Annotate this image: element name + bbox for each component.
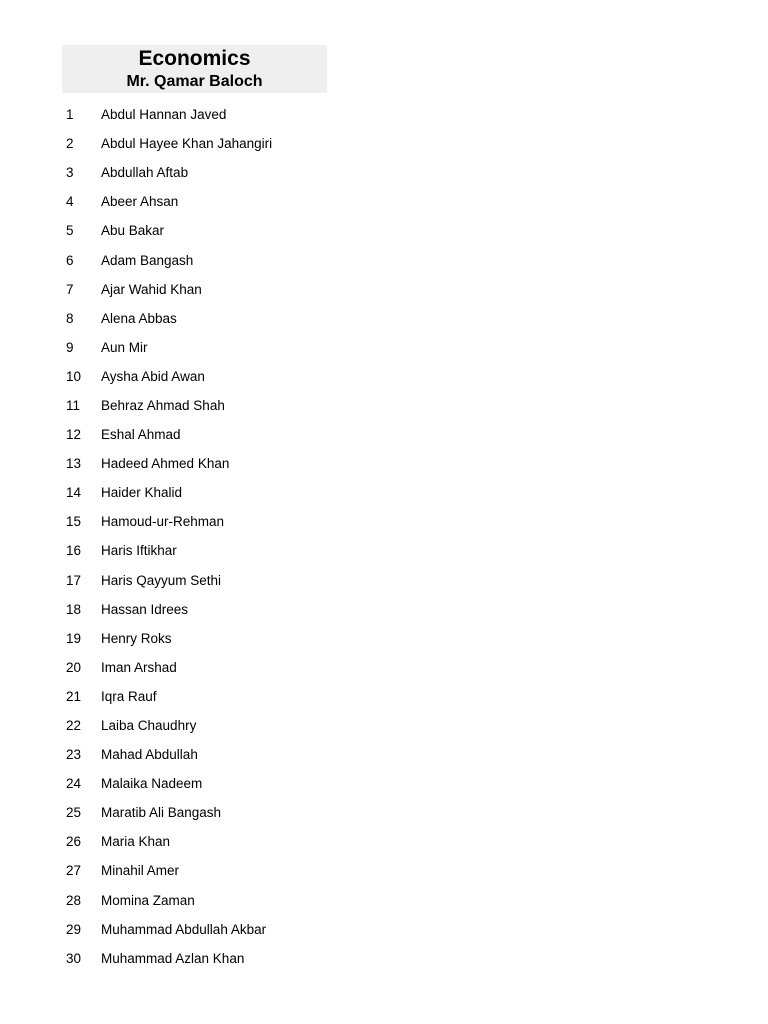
student-number: 19 (66, 630, 82, 646)
student-row (66, 740, 466, 769)
student-row (66, 216, 466, 245)
student-number: 24 (66, 776, 82, 792)
student-row (66, 944, 466, 973)
student-name: Hamoud-ur-Rehman (101, 514, 225, 530)
student-number: 10 (66, 368, 82, 384)
student-roster (66, 100, 466, 973)
student-row (66, 624, 466, 653)
student-row (66, 129, 466, 158)
student-row (66, 362, 466, 391)
student-name: Momina Zaman (101, 892, 195, 908)
student-name: Iqra Rauf (101, 688, 157, 704)
student-name: Muhammad Abdullah Akbar (101, 921, 267, 937)
student-number: 13 (66, 456, 82, 472)
student-number: 12 (66, 427, 82, 443)
student-row (66, 507, 466, 536)
student-number: 15 (66, 514, 82, 530)
student-name: Abdul Hayee Khan Jahangiri (101, 136, 273, 152)
student-number: 29 (66, 921, 82, 937)
student-name: Eshal Ahmad (101, 427, 181, 443)
student-number: 4 (66, 194, 74, 210)
student-name: Abdul Hannan Javed (101, 107, 227, 123)
student-row (66, 769, 466, 798)
student-number: 1 (66, 107, 74, 123)
student-row (66, 798, 466, 827)
student-row (66, 682, 466, 711)
teacher-name: Mr. Qamar Baloch (126, 73, 263, 90)
student-number: 9 (66, 339, 74, 355)
student-name: Hassan Idrees (101, 601, 189, 617)
student-number: 30 (66, 950, 82, 966)
student-number: 23 (66, 747, 82, 763)
student-row (66, 333, 466, 362)
subject-title: Economics (138, 47, 251, 70)
student-number: 20 (66, 659, 82, 675)
student-name: Maria Khan (101, 834, 171, 850)
student-number: 5 (66, 223, 74, 239)
student-number: 2 (66, 136, 74, 152)
student-row (66, 827, 466, 856)
student-number: 22 (66, 718, 82, 734)
student-row (66, 158, 466, 187)
student-name: Behraz Ahmad Shah (101, 397, 225, 413)
student-row (66, 245, 466, 274)
student-row (66, 536, 466, 565)
student-row (66, 915, 466, 944)
student-name: Abdullah Aftab (101, 165, 189, 181)
student-number: 16 (66, 543, 82, 559)
student-name: Maratib Ali Bangash (101, 805, 222, 821)
student-number: 27 (66, 863, 82, 879)
student-row (66, 391, 466, 420)
student-name: Hadeed Ahmed Khan (101, 456, 230, 472)
student-number: 18 (66, 601, 82, 617)
student-number: 21 (66, 688, 82, 704)
student-name: Minahil Amer (101, 863, 180, 879)
student-row (66, 711, 466, 740)
student-row (66, 275, 466, 304)
student-row (66, 100, 466, 129)
student-name: Abeer Ahsan (101, 194, 179, 210)
student-row (66, 304, 466, 333)
student-name: Adam Bangash (101, 252, 194, 268)
student-number: 26 (66, 834, 82, 850)
student-number: 11 (66, 397, 81, 413)
student-name: Aysha Abid Awan (101, 368, 205, 384)
student-name: Malaika Nadeem (101, 776, 203, 792)
student-row (66, 420, 466, 449)
student-row (66, 478, 466, 507)
student-row (66, 595, 466, 624)
student-row (66, 886, 466, 915)
student-row (66, 566, 466, 595)
student-number: 3 (66, 165, 74, 181)
student-number: 8 (66, 310, 74, 326)
student-number: 7 (66, 281, 74, 297)
student-name: Mahad Abdullah (101, 747, 198, 763)
student-name: Abu Bakar (101, 223, 165, 239)
student-number: 14 (66, 485, 82, 501)
student-number: 17 (66, 572, 82, 588)
student-name: Haris Iftikhar (101, 543, 177, 559)
student-name: Laiba Chaudhry (101, 718, 197, 734)
student-row (66, 187, 466, 216)
student-number: 6 (66, 252, 74, 268)
student-row (66, 856, 466, 885)
student-name: Iman Arshad (101, 659, 177, 675)
student-name: Aun Mir (101, 339, 148, 355)
student-row (66, 449, 466, 478)
student-name: Alena Abbas (101, 310, 177, 326)
student-number: 25 (66, 805, 82, 821)
student-row (66, 653, 466, 682)
student-name: Henry Roks (101, 630, 172, 646)
student-number: 28 (66, 892, 82, 908)
student-name: Haider Khalid (101, 485, 183, 501)
student-name: Haris Qayyum Sethi (101, 572, 222, 588)
class-header (62, 45, 327, 93)
student-name: Ajar Wahid Khan (101, 281, 202, 297)
student-name: Muhammad Azlan Khan (101, 950, 245, 966)
